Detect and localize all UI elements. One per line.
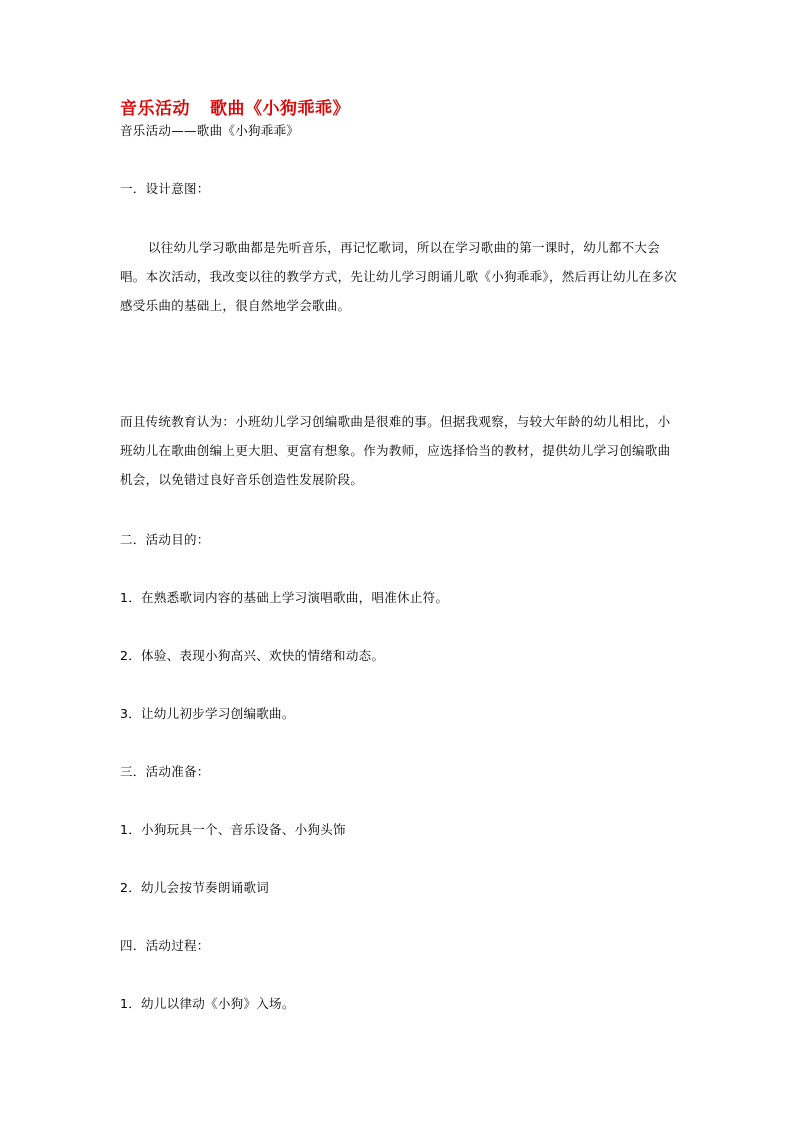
paragraph-design-intent-1: 以往幼儿学习歌曲都是先听音乐，再记忆歌词，所以在学习歌曲的第一课时，幼儿都不大会唱。本次活动，我改变以往的教学方式，先让幼儿学习朗诵儿歌《小狗乖乖》，然后再让幼儿在多次感受乐曲的基础上，很自然地学会歌曲。 — [120, 240, 677, 313]
section-heading-process: 四．活动过程： — [120, 938, 210, 953]
paragraph-design-intent-2: 而且传统教育认为：小班幼儿学习创编歌曲是很难的事。但据我观察，与较大年龄的幼儿相比，小班幼儿在歌曲创编上更大胆、更富有想象。作为教师，应选择恰当的教材，提供幼儿学习创编歌曲机会，以免错过良好音乐创造性发展阶段。 — [120, 414, 671, 487]
title-part-song: 歌曲《小狗乖乖》 — [210, 99, 350, 119]
process-item-1: 1．幼儿以律动《小狗》入场。 — [120, 996, 295, 1011]
goal-item-1: 1．在熟悉歌词内容的基础上学习演唱歌曲，唱准休止符。 — [120, 590, 449, 605]
preparation-item-1: 1．小狗玩具一个、音乐设备、小狗头饰 — [120, 822, 346, 837]
goal-item-2: 2．体验、表现小狗高兴、欢快的情绪和动态。 — [120, 648, 385, 663]
section-heading-preparation: 三．活动准备： — [120, 764, 210, 779]
document-subtitle: 音乐活动——歌曲《小狗乖乖》 — [120, 123, 300, 138]
section-heading-goals: 二．活动目的： — [120, 532, 210, 547]
document-title — [120, 94, 350, 119]
goal-item-3: 3．让幼儿初步学习创编歌曲。 — [120, 706, 295, 721]
title-part-activity: 音乐活动 — [120, 99, 190, 119]
section-heading-design-intent: 一．设计意图： — [120, 181, 210, 196]
preparation-item-2: 2．幼儿会按节奏朗诵歌词 — [120, 880, 270, 895]
